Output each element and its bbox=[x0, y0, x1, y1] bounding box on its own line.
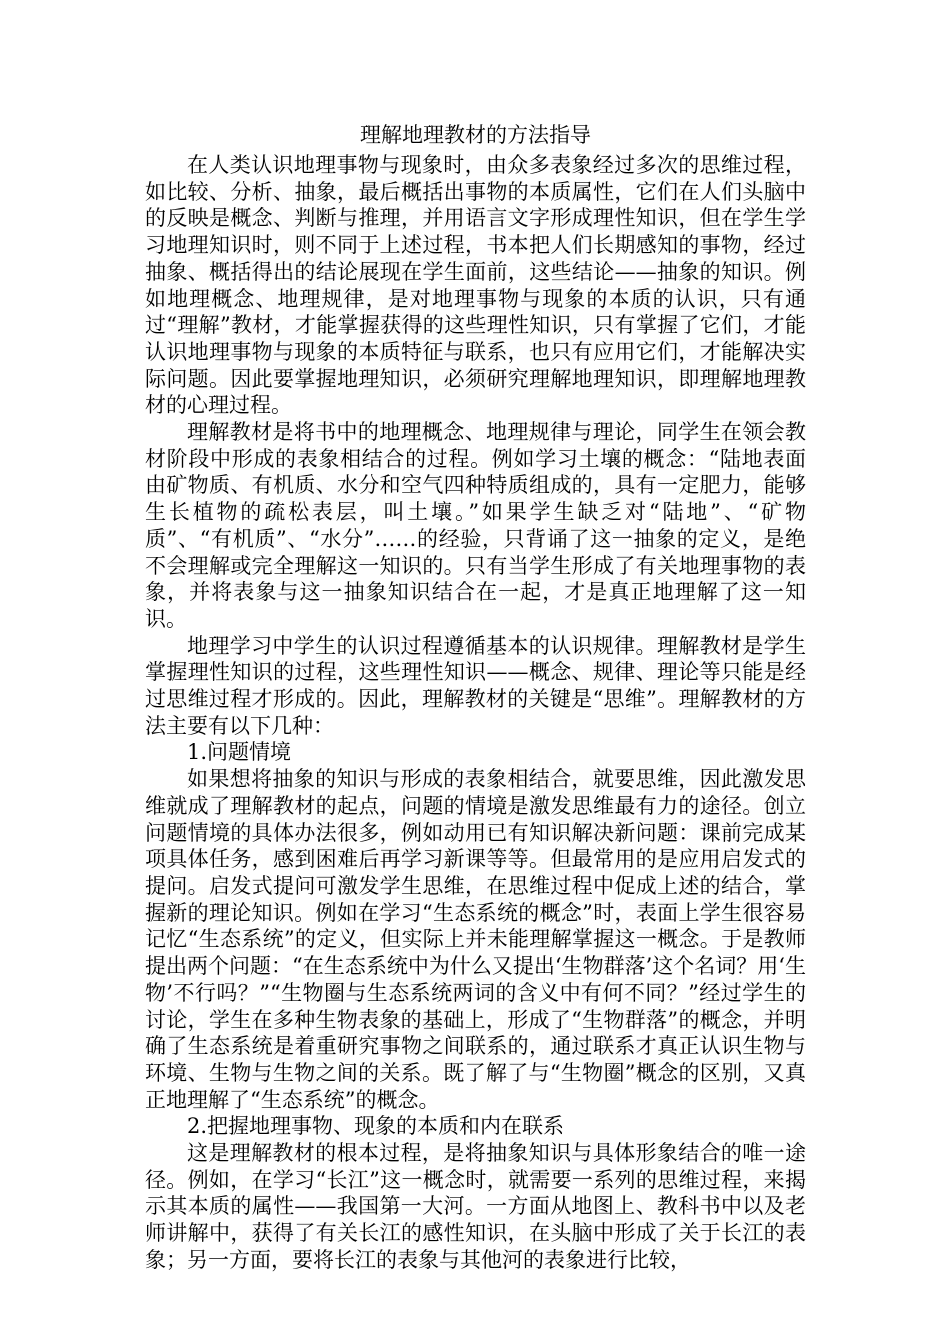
paragraph-3: 地理学习中学生的认识过程遵循基本的认识规律。理解教材是学生掌握理性知识的过程，这些理性知识——概念、规律、理论等只能是经过思维过程才形成的。因此，理解教材的关键是“思维”。理解教材的方法主要有以下几种： bbox=[145, 633, 806, 738]
section-heading-1: 1.问题情境 bbox=[187, 740, 292, 765]
section-2-paragraph: 这是理解教材的根本过程，是将抽象知识与具体形象结合的唯一途径。例如，在学习“长江”这一概念时，就需要一系列的思维过程，来揭示其本质的属性——我国第一大河。一方面从地图上、教科书中以及老师讲解中，获得了有关长江的感性知识，在头脑中形成了关于长江的表象；另一方面，要将长江的表象与其他河的表象进行比较， bbox=[145, 1141, 806, 1272]
document-title: 理解地理教材的方法指导 bbox=[360, 123, 591, 147]
section-heading-2: 2.把握地理事物、现象的本质和内在联系 bbox=[187, 1114, 565, 1139]
section-1-paragraph: 如果想将抽象的知识与形成的表象相结合，就要思维，因此激发思维就成了理解教材的起点，问题的情境是激发思维最有力的途径。创立问题情境的具体办法很多，例如动用已有知识解决新问题：课前完成某项具体任务，感到困难后再学习新课等等。但最常用的是应用启发式的提问。启发式提问可激发学生思维，在思维过程中促成上述的结合，掌握新的理论知识。例如在学习“生态系统的概念”时，表面上学生很容易记忆“生态系统”的定义，但实际上并未能理解掌握这一概念。于是教师提出两个问题：“在生态系统中为什么又提出‘生物群落’这个名词？用‘生物’不行吗？”“生物圈与生态系统两词的含义中有何不同？”经过学生的讨论，学生在多种生物表象的基础上，形成了“生物群落”的概念，并明确了生态系统是着重研究事物之间联系的，通过联系才真正认识生物与环境、生物与生物之间的关系。既了解了与“生物圈”概念的区别，又真正地理解了“生态系统”的概念。 bbox=[145, 767, 806, 1112]
paragraph-1: 在人类认识地理事物与现象时，由众多表象经过多次的思维过程，如比较、分析、抽象，最后概括出事物的本质属性，它们在人们头脑中的反映是概念、判断与推理，并用语言文字形成理性知识，但在学生学习地理知识时，则不同于上述过程，书本把人们长期感知的事物，经过抽象、概括得出的结论展现在学生面前，这些结论——抽象的知识。例如地理概念、地理规律，是对地理事物与现象的本质的认识，只有通过“理解”教材，才能掌握获得的这些理性知识，只有掌握了它们，才能认识地理事物与现象的本质特征与联系，也只有应用它们，才能解决实际问题。因此要掌握地理知识，必须研究理解地理知识，即理解地理教材的心理过程。 bbox=[145, 153, 806, 418]
document-page bbox=[145, 118, 806, 1274]
paragraph-2: 理解教材是将书中的地理概念、地理规律与理论，同学生在领会教材阶段中形成的表象相结合的过程。例如学习土壤的概念：“陆地表面由矿物质、有机质、水分和空气四种特质组成的，具有一定肥力，能够生长植物的疏松表层，叫土壤。”如果学生缺乏对“陆地”、“矿物质”、“有机质”、“水分”……的经验，只背诵了这一抽象的定义，是绝不会理解或完全理解这一知识的。只有当学生形成了有关地理事物的表象，并将表象与这一抽象知识结合在一起，才是真正地理解了这一知识。 bbox=[145, 420, 806, 631]
